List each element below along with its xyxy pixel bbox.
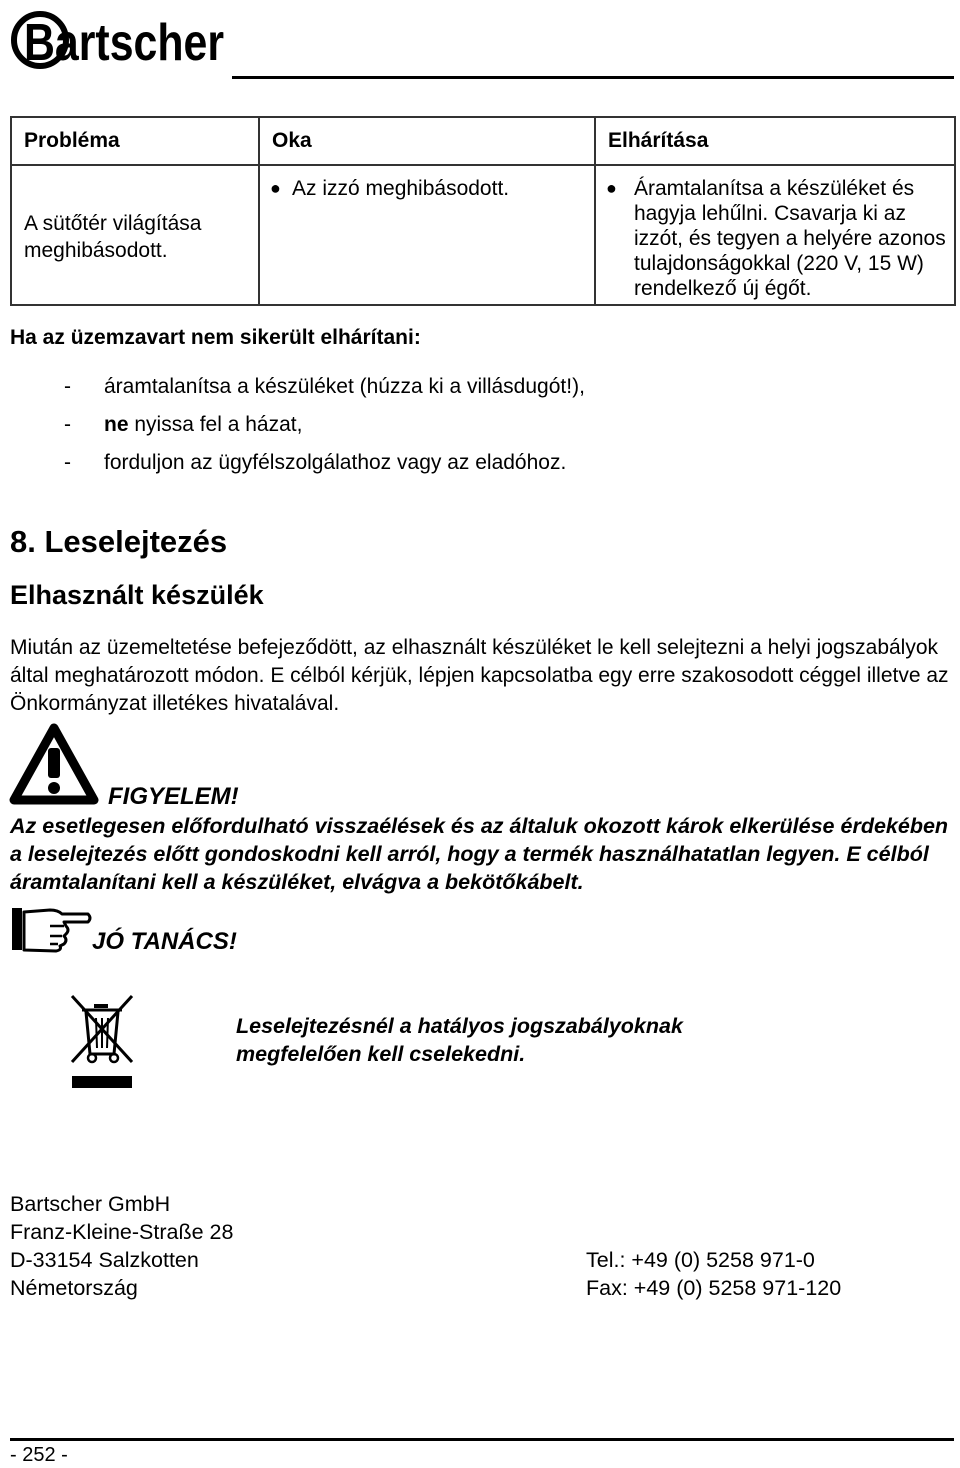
footer-rule [10, 1438, 954, 1441]
fix-cell [595, 165, 955, 305]
bullet-icon: ● [270, 178, 281, 198]
troubleshooting-table [10, 116, 956, 306]
tip-label: JÓ TANÁCS! [92, 928, 237, 955]
warning-triangle-icon [10, 724, 98, 806]
section-subtitle: Elhasznált készülék [10, 580, 264, 610]
disposal-line-1: Leselejtezésnél a hatályos jogszabályoknak [236, 1014, 683, 1038]
company-city: D-33154 Salzkotten [10, 1248, 199, 1272]
problem-text: A sütőtér világítása meghibásodott. [24, 212, 202, 262]
cause-cell [259, 165, 595, 305]
pointing-hand-icon [10, 904, 92, 954]
header-problem: Probléma [11, 117, 259, 165]
list-item: - áramtalanítsa a készüléket (húzza ki a villásdugót!), [64, 375, 585, 398]
disposal-note [236, 1012, 683, 1068]
fix-text: Áramtalanítsa a készüléket és hagyja lehűlni. Csavarja ki az izzót, és tegyen a helyére azonos tulajdonságokkal (220 V, 15 W) rendelkező új égőt. [634, 177, 946, 300]
table-row [11, 165, 955, 305]
company-fax: Fax: +49 (0) 5258 971-120 [586, 1276, 842, 1300]
page-number: - 252 - [10, 1444, 68, 1466]
company-name: Bartscher GmbH [10, 1192, 171, 1216]
logo-text: Bartscher [24, 14, 224, 72]
header-fix: Elhárítása [595, 117, 955, 165]
header-cause: Oka [259, 117, 595, 165]
problem-cell [11, 165, 259, 305]
company-tel: Tel.: +49 (0) 5258 971-0 [586, 1248, 815, 1272]
company-street: Franz-Kleine-Straße 28 [10, 1220, 234, 1244]
table-header-row [11, 117, 955, 165]
crossed-bin-icon [70, 994, 134, 1090]
header-rule [232, 76, 954, 79]
company-contact [586, 1246, 841, 1302]
list-item: - ne nyissa fel a házat, [64, 413, 303, 436]
bullet-icon: ● [606, 178, 617, 198]
section-title: 8. Leselejtezés [10, 524, 228, 559]
company-address [10, 1190, 233, 1302]
failure-heading: Ha az üzemzavart nem sikerült elhárítani: [10, 326, 421, 349]
cause-text: Az izzó meghibásodott. [292, 177, 510, 200]
company-country: Németország [10, 1276, 138, 1300]
bartscher-logo [10, 4, 230, 74]
failure-list [64, 368, 585, 482]
disposal-paragraph: Miután az üzemeltetése befejeződött, az elhasznált készüléket le kell selejtezni a helyi jogszabályok által meghatározott módon. E célból kérjük, lépjen kapcsolatba egy erre szakosodott céggel illetve az Önkormányzat illetékes hivatalával. [10, 636, 949, 715]
disposal-line-2: megfelelően kell cselekedni. [236, 1042, 526, 1066]
warning-text: Az esetlegesen előfordulható visszaélések és az általuk okozott károk elkerülése érdekében a leselejtezés előtt gondoskodni kell arról, hogy a termék használhatatlan legyen. E célból áramtalanítani kell a készüléket, elvágva a bekötőkábelt. [10, 814, 949, 894]
warning-label: FIGYELEM! [108, 783, 239, 810]
list-item: - forduljon az ügyfélszolgálathoz vagy az eladóhoz. [64, 451, 567, 474]
